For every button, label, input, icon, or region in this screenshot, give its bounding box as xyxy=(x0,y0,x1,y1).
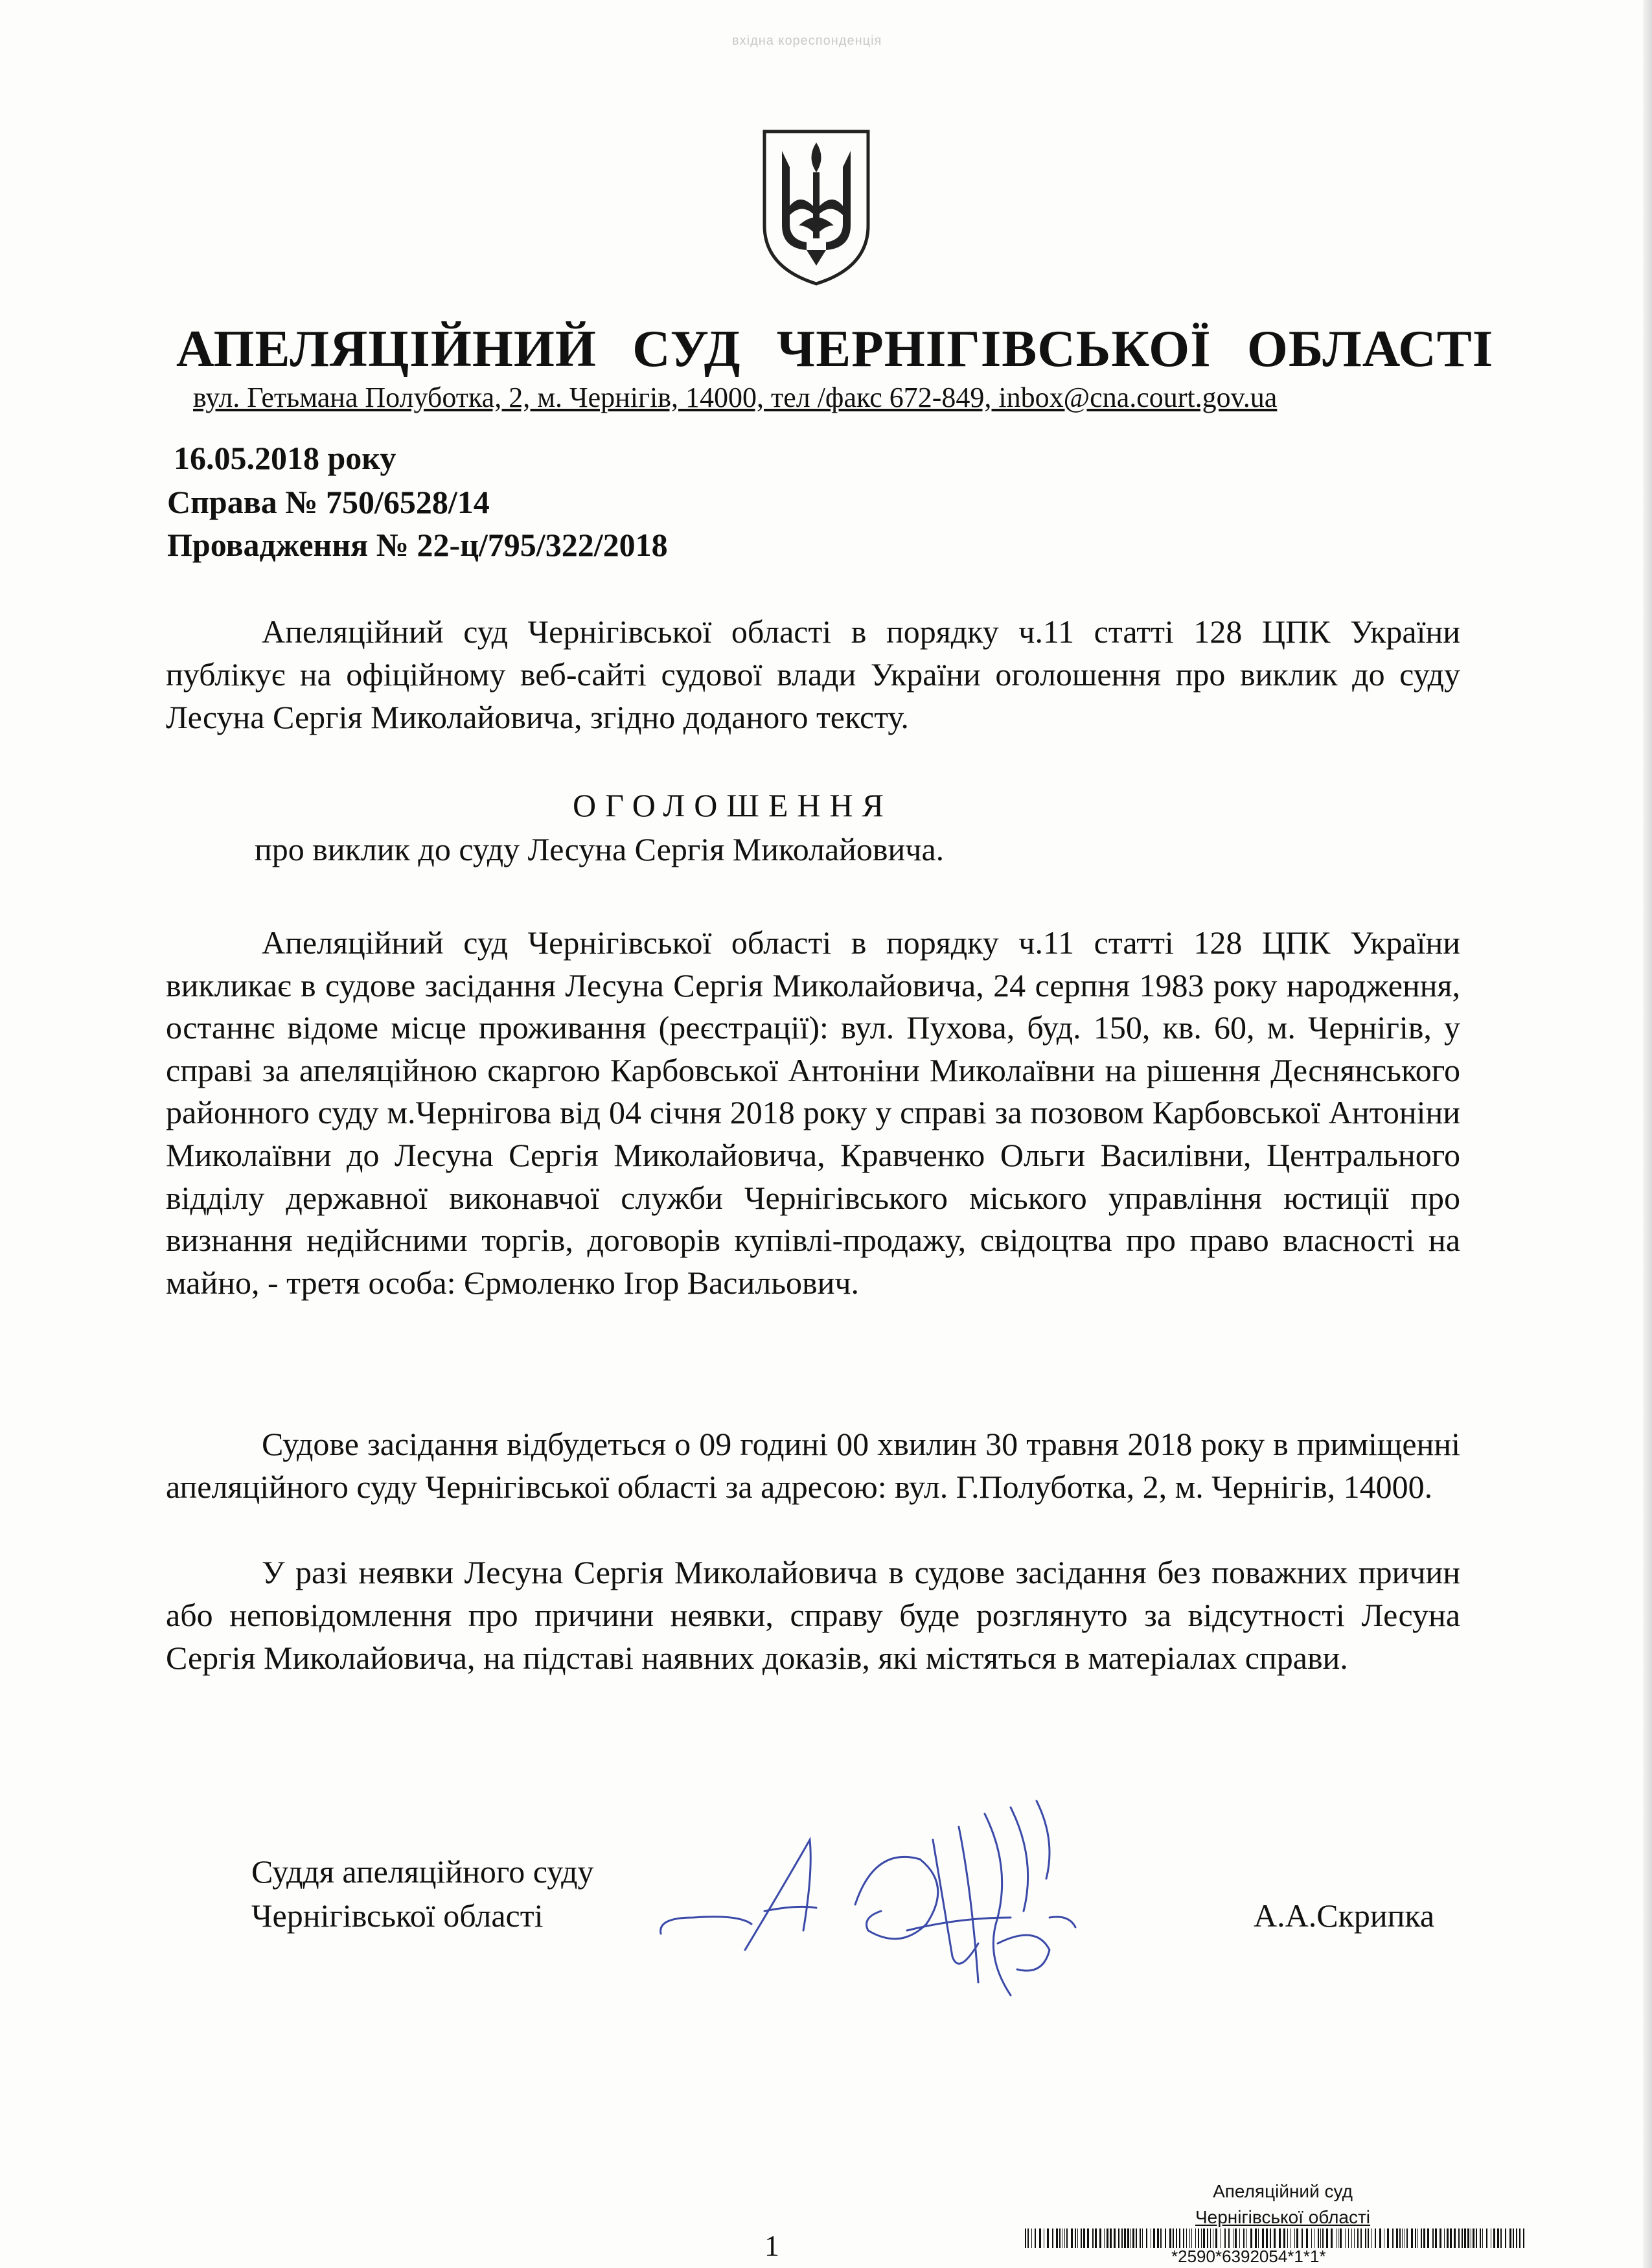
barcode xyxy=(1024,2228,1529,2248)
notice-subtitle: про виклик до суду Лесуна Сергія Миколайовича. xyxy=(255,831,945,867)
barcode-number: *2590*6392054*1*1* xyxy=(1171,2247,1326,2266)
notice-paragraph-absence: У разі неявки Лесуна Сергія Миколайовича в судове засідання без поважних причин або неповідомлення про причини неявки, справу буде розглянуто за відсутності Лесуна Сергія Миколайовича, на підставі наявних доказів, які містяться в матеріалах справи. xyxy=(166,1554,1460,1676)
notice-title: ОГОЛОШЕННЯ xyxy=(573,787,893,823)
faint-stamp: вхідна кореспонденція xyxy=(732,34,882,48)
trident-coat-of-arms-icon xyxy=(761,128,871,287)
signer-name: А.А.Скрипка xyxy=(1254,1897,1435,1934)
intro-paragraph: Апеляційний суд Чернігівської області в порядку ч.11 статті 128 ЦПК України публікує на офіційному веб-сайті судової влади України оголошення про виклик до суду Лесуна Сергія Миколайовича, згідно доданого тексту. xyxy=(166,613,1460,735)
footer-court-line1: Апеляційний суд xyxy=(1213,2181,1353,2201)
court-address: вул. Гетьмана Полуботка, 2, м. Чернігів, 14000, тел /факс 672-849, inbox@cna.court.gov.ua xyxy=(193,382,1278,413)
notice-paragraph-hearing: Судове засідання відбудеться о 09 годині 00 хвилин 30 травня 2018 року в приміщенні апеляційного суду Чернігівської області за адресою: вул. Г.Полуботка, 2, м. Чернігів, 14000. xyxy=(166,1426,1460,1505)
proceeding-number: Провадження № 22-ц/795/322/2018 xyxy=(167,527,668,563)
signer-position-line1: Суддя апеляційного суду xyxy=(251,1853,594,1890)
handwritten-signature xyxy=(648,1788,1140,2008)
document-date: 16.05.2018 року xyxy=(174,440,396,476)
case-number: Справа № 750/6528/14 xyxy=(167,484,490,520)
notice-paragraph-summons: Апеляційний суд Чернігівської області в порядку ч.11 статті 128 ЦПК України викликає в судове засідання Лесуна Сергія Миколайовича, 24 серпня 1983 року народження, останнє відоме місце проживання (реєстрації): вул. Пухова, буд. 150, кв. 60, м. Чернігів, у справі за апеляційною скаргою Карбовської Антоніни Миколаївни на рішення Деснянського районного суду м.Чернігова від 04 січня 2018 року у справі за позовом Карбовської Антоніни Миколаївни до Лесуна Сергія Миколайовича, Кравченко Ольги Василівни, Центрального відділу державної виконавчої служби Чернігівського міського управління юстиції про визнання недійсними торгів, договорів купівлі-продажу, свідоцтва про право власності на майно, - третя особа: Єрмоленко Ігор Васильович. xyxy=(166,924,1460,1301)
signer-position-line2: Чернігівської області xyxy=(251,1897,544,1934)
page-number: 1 xyxy=(764,2229,779,2262)
footer-court-line2: Чернігівської області xyxy=(1195,2207,1371,2227)
scan-edge xyxy=(1643,0,1652,2268)
court-title: АПЕЛЯЦІЙНИЙ СУД ЧЕРНІГІВСЬКОЇ ОБЛАСТІ xyxy=(176,319,1494,378)
